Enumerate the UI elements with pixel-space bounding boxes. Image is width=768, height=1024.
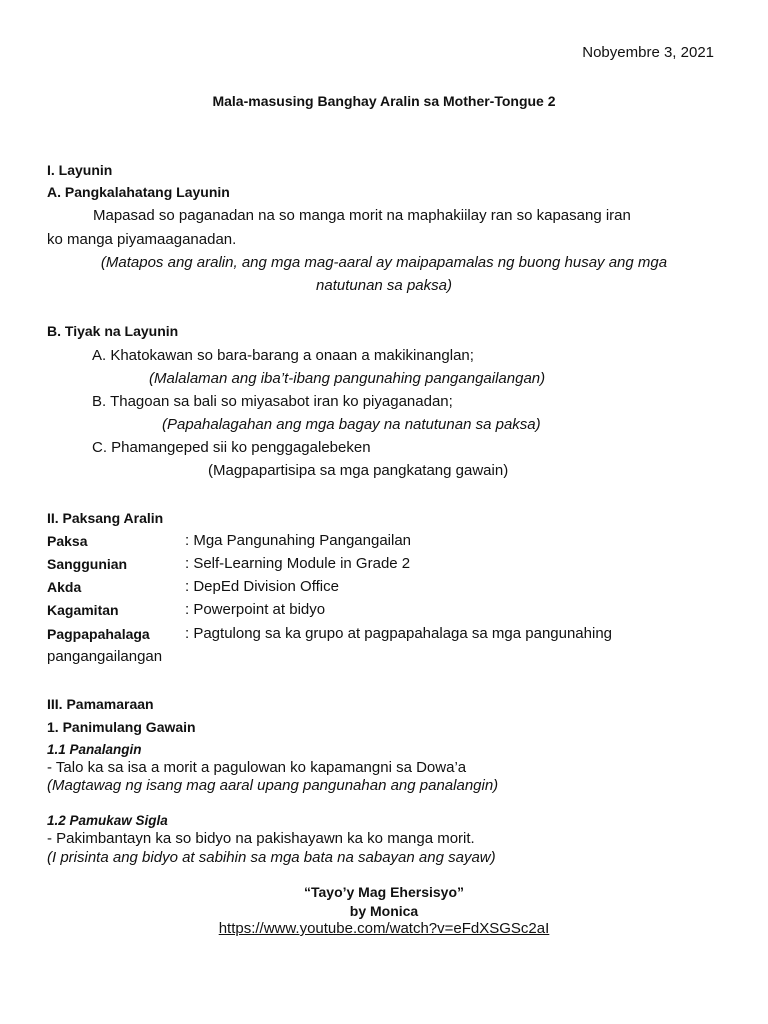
document-title: Mala-masusing Banghay Aralin sa Mother-Tongue 2	[212, 93, 556, 109]
song-title: “Tayo’y Mag Ehersisyo”	[303, 884, 464, 900]
subheading-pangkalahatang-layunin: A. Pangkalahatang Layunin	[47, 184, 230, 200]
activity-text-pamukaw-sigla: - Pakimbantayn ka so bidyo na pakishayawn ka ko manga morit.	[47, 830, 475, 847]
activity-translation-pamukaw-sigla: (I prisinta ang bidyo at sabihin sa mga bata na sabayan ang sayaw)	[47, 849, 496, 866]
objective-item-b: B. Thagoan sa bali so miyasabot iran ko piyaganadan;	[92, 393, 453, 410]
section-heading-pamamaraan: III. Pamamaraan	[47, 696, 154, 712]
objective-item-c: C. Phamangeped sii ko penggagalebeken	[92, 439, 371, 456]
song-author: by Monica	[349, 903, 419, 919]
field-label-kagamitan: Kagamitan	[47, 602, 119, 618]
objective-item-a: A. Khatokawan so bara-barang a onaan a makikinanglan;	[92, 347, 474, 364]
general-objective-translation-line-1: (Matapos ang aralin, ang mga mag-aaral ay maipapamalas ng buong husay ang mga	[100, 254, 668, 271]
section-heading-paksang-aralin: II. Paksang Aralin	[47, 510, 164, 526]
objective-item-a-translation: (Malalaman ang iba’t-ibang pangunahing pangangailangan)	[149, 370, 546, 387]
field-value-pagpapahalaga-continuation: pangangailangan	[47, 648, 163, 665]
field-value-kagamitan: : Powerpoint at bidyo	[185, 601, 326, 618]
youtube-video-link[interactable]: https://www.youtube.com/watch?v=eFdXSGSc2aI	[218, 920, 550, 937]
general-objective-translation-line-2: natutunan sa paksa)	[316, 277, 452, 294]
objective-item-c-translation: (Magpapartisipa sa mga pangkatang gawain)	[208, 462, 509, 479]
field-label-paksa: Paksa	[47, 533, 88, 549]
field-label-sanggunian: Sanggunian	[47, 556, 128, 572]
field-value-paksa: : Mga Pangunahing Pangangailan	[185, 532, 412, 549]
activity-heading-pamukaw-sigla: 1.2 Pamukaw Sigla	[47, 813, 168, 828]
general-objective-text-line-1: Mapasad so paganadan na so manga morit na maphakiilay ran so kapasang iran	[93, 207, 631, 224]
field-value-akda: : DepEd Division Office	[185, 578, 339, 595]
field-label-akda: Akda	[47, 579, 82, 595]
document-date: Nobyembre 3, 2021	[582, 44, 714, 61]
objective-item-b-translation: (Papahalagahan ang mga bagay na natutunan sa paksa)	[162, 416, 541, 433]
song-link-line	[0, 920, 768, 937]
activity-translation-panalangin: (Magtawag ng isang mag aaral upang pangunahan ang panalangin)	[47, 777, 499, 794]
subheading-tiyak-na-layunin: B. Tiyak na Layunin	[47, 323, 179, 339]
field-label-pagpapahalaga: Pagpapahalaga	[47, 626, 150, 642]
general-objective-text-line-2: ko manga piyamaaganadan.	[47, 231, 237, 248]
subheading-panimulang-gawain: 1. Panimulang Gawain	[47, 719, 196, 735]
field-value-pagpapahalaga: : Pagtulong sa ka grupo at pagpapahalaga sa mga pangunahing	[185, 625, 613, 642]
activity-text-panalangin: - Talo ka sa isa a morit a pagulowan ko kapamangni sa Dowa’a	[47, 759, 467, 776]
field-value-sanggunian: : Self-Learning Module in Grade 2	[185, 555, 411, 572]
section-heading-layunin: I. Layunin	[47, 162, 113, 178]
activity-heading-panalangin: 1.1 Panalangin	[47, 742, 142, 757]
